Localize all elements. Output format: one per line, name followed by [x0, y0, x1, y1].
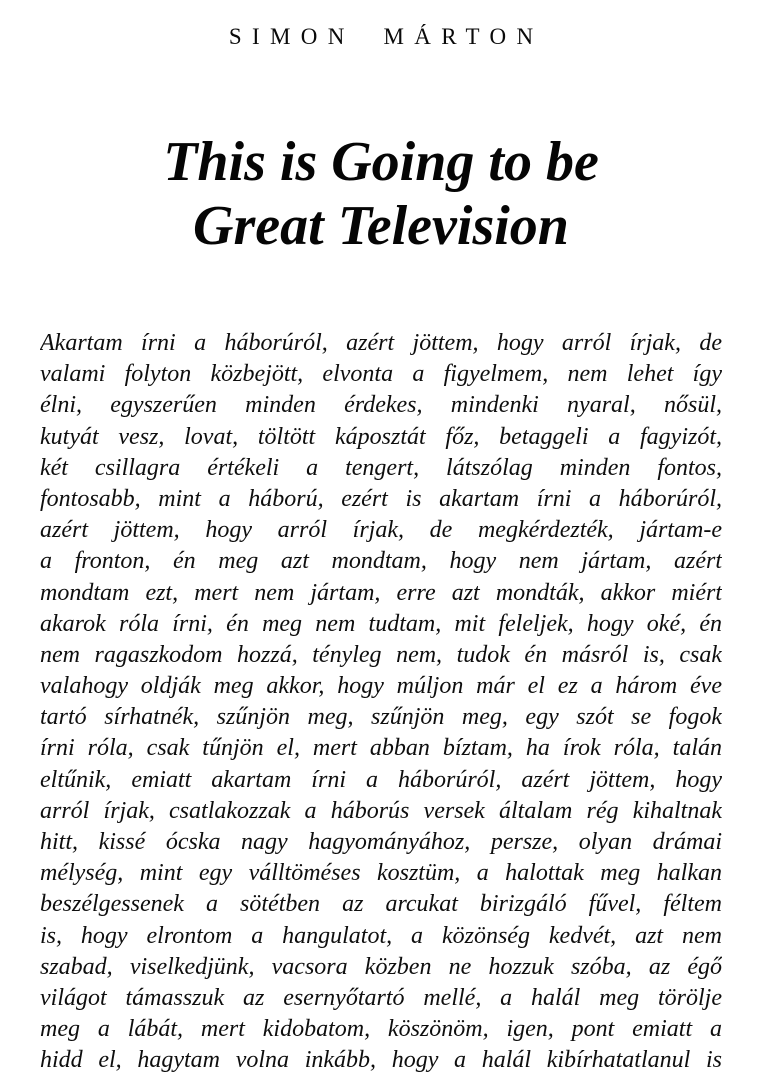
poem-line: beszélgessenek a sötétben az arcukat birizgáló fűvel, féltem	[40, 891, 722, 918]
poem-title	[20, 130, 742, 258]
poem-line: kutyát vesz, lovat, töltött káposztát főz, betaggeli a fagyizót,	[40, 423, 722, 450]
poem-line: eltűnik, emiatt akartam írni a háborúról, azért jöttem, hogy	[40, 766, 722, 793]
poem-line: fontosabb, mint a háború, ezért is akartam írni a háborúról,	[40, 485, 722, 512]
poem-title-line-2: Great Television	[193, 195, 569, 257]
poem-line: a fronton, én meg azt mondtam, hogy nem jártam, azért	[40, 548, 722, 575]
poem-line: írni róla, csak tűnjön el, mert abban bíztam, ha írok róla, talán	[40, 735, 722, 762]
poem-line: mondtam ezt, mert nem jártam, erre azt mondták, akkor miért	[40, 579, 722, 606]
poem-line: két csillagra értékeli a tengert, látszólag minden fontos,	[40, 454, 722, 481]
poem-line: mélység, mint egy válltöméses kosztüm, a halottak meg halkan	[40, 860, 722, 887]
poem-body	[40, 328, 722, 1077]
poem-line: világot támasszuk az esernyőtartó mellé, a halál meg törölje	[40, 984, 722, 1011]
poem-line: élni, egyszerűen minden érdekes, mindenki nyaral, nősül,	[40, 392, 722, 419]
poem-line: valahogy oldják meg akkor, hogy múljon már el ez a három éve	[40, 673, 722, 700]
poem-line: is, hogy elrontom a hangulatot, a közönség kedvét, azt nem	[40, 922, 722, 949]
poem-title-line-1: This is Going to be	[163, 131, 599, 193]
poem-line: valami folyton közbejött, elvonta a figyelmem, nem lehet így	[40, 361, 722, 388]
poem-line: tartó sírhatnék, szűnjön meg, szűnjön meg, egy szót se fogok	[40, 704, 722, 731]
poem-line: Akartam írni a háborúról, azért jöttem, hogy arról írjak, de	[40, 330, 722, 356]
poem-line: akarok róla írni, én meg nem tudtam, mit feleljek, hogy oké, én	[40, 610, 722, 637]
poem-line: arról írjak, csatlakozzak a háborús versek általam rég kihaltnak	[40, 797, 722, 824]
poem-line: hitt, kissé ócska nagy hagyományához, persze, olyan drámai	[40, 829, 722, 855]
poem-line-partial: hidd el, hagytam volna inkább, hogy a halál kibírhatatlanul is	[40, 1047, 722, 1074]
poem-line: szabad, viselkedjünk, vacsora közben ne hozzuk szóba, az égő	[40, 953, 722, 980]
poem-line: azért jöttem, hogy arról írjak, de megkérdezték, jártam-e	[40, 517, 722, 544]
poem-line: meg a lábát, mert kidobatom, köszönöm, igen, pont emiatt a	[40, 1016, 722, 1043]
poem-line: nem ragaszkodom hozzá, tényleg nem, tudok én másról is, csak	[40, 641, 722, 668]
author-header: SIMON MÁRTON	[228, 24, 544, 49]
